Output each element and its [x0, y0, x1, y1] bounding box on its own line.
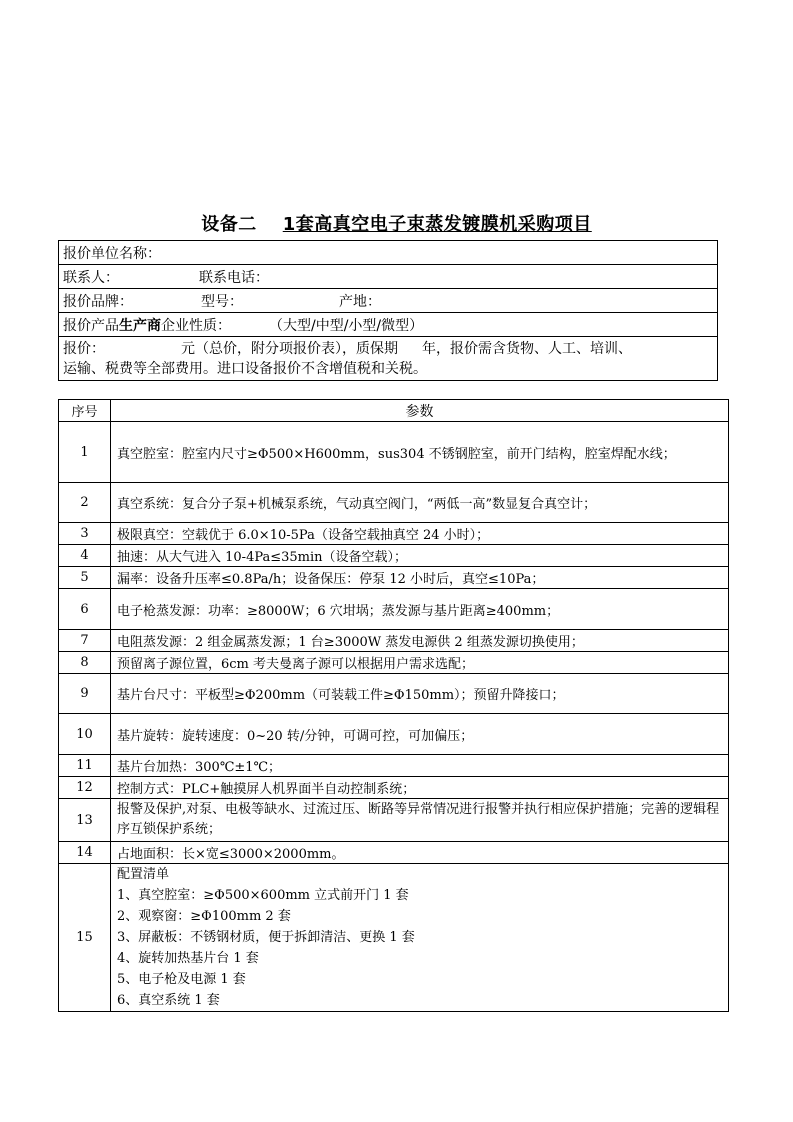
row-text: 电阻蒸发源：2 组金属蒸发源；1 台≥3000W 蒸发电源供 2 组蒸发源切换使用；: [111, 630, 729, 652]
row-number: 15: [59, 864, 111, 1012]
manufacturer-label: 生产商: [119, 317, 161, 334]
row-number: 1: [59, 422, 111, 483]
table-row: [59, 523, 729, 545]
total-price-note: 元（总价，附分项报价表），质保期: [181, 340, 398, 357]
table-row: [59, 714, 729, 755]
table-row: [59, 864, 729, 1012]
row-number: 2: [59, 483, 111, 523]
table-row: [59, 422, 729, 483]
enterprise-nature-label: 企业性质：: [161, 317, 231, 334]
enterprise-size-options: （大型/中型/小型/微型）: [269, 317, 424, 334]
config-list-title: 配置清单: [117, 867, 170, 882]
contact-person-label: 联系人：: [63, 269, 119, 286]
parameters-table: [58, 399, 729, 1012]
title-equipment-label: 设备二: [201, 214, 257, 235]
row-number: 9: [59, 674, 111, 714]
table-row: [59, 799, 729, 842]
row-text: 基片台尺寸：平板型≥Φ200mm（可装载工件≥Φ150mm）；预留升降接口；: [111, 674, 729, 714]
table-row: [59, 777, 729, 799]
table-row: [59, 674, 729, 714]
price-inclusion-note: 运输、税费等全部费用。进口设备报价不含增值税和关税。: [63, 360, 427, 377]
page-title: [0, 210, 793, 236]
table-row: [59, 545, 729, 567]
warranty-note: 年，报价需含货物、人工、培训、: [422, 340, 632, 357]
product-label: 报价产品: [63, 317, 119, 334]
table-row: [59, 589, 729, 630]
quote-unit-name-label: 报价单位名称：: [63, 245, 161, 262]
row-number: 4: [59, 545, 111, 567]
brand-row[interactable]: [59, 289, 718, 313]
list-item: 3、屏蔽板：不锈钢材质，便于拆卸清洁、更换 1 套: [117, 930, 415, 945]
row-number: 7: [59, 630, 111, 652]
header-parameters: 参数: [111, 400, 729, 422]
row-text: 抽速：从大气进入 10-4Pa≤35min（设备空载）；: [111, 545, 729, 567]
table-row: [59, 630, 729, 652]
row-text: 电子枪蒸发源：功率：≥8000W；6 穴坩埚；蒸发源与基片距离≥400mm；: [111, 589, 729, 630]
row-number: 12: [59, 777, 111, 799]
row-number: 10: [59, 714, 111, 755]
table-row: [59, 652, 729, 674]
row-text: 极限真空：空载优于 6.0×10-5Pa（设备空载抽真空 24 小时）；: [111, 523, 729, 545]
brand-label: 报价品牌：: [63, 293, 133, 310]
row-text: 基片旋转：旋转速度：0~20 转/分钟，可调可控，可加偏压；: [111, 714, 729, 755]
row-text: 基片台加热：300℃±1℃；: [111, 755, 729, 777]
list-item: 5、电子枪及电源 1 套: [117, 972, 246, 987]
row-number: 3: [59, 523, 111, 545]
row-number: 11: [59, 755, 111, 777]
quote-price-row[interactable]: [59, 337, 718, 381]
table-row: [59, 755, 729, 777]
quote-label: 报价：: [63, 340, 105, 357]
row-number: 13: [59, 799, 111, 842]
contact-row[interactable]: [59, 265, 718, 289]
table-header-row: [59, 400, 729, 422]
list-item: 1、真空腔室：≥Φ500×600mm 立式前开门 1 套: [117, 888, 409, 903]
header-serial-number: 序号: [59, 400, 111, 422]
row-text: 报警及保护,对泵、电极等缺水、过流过压、断路等异常情况进行报警并执行相应保护措施；完善的逻辑程序互锁保护系统；: [111, 799, 729, 842]
row-number: 14: [59, 842, 111, 864]
quote-info-table: [58, 240, 718, 381]
table-row: [59, 567, 729, 589]
list-item: 2、观察窗：≥Φ100mm 2 套: [117, 909, 291, 924]
row-text: 占地面积：长×宽≤3000×2000mm。: [111, 842, 729, 864]
table-row: [59, 842, 729, 864]
enterprise-row[interactable]: [59, 313, 718, 337]
row-text: 预留离子源位置，6cm 考夫曼离子源可以根据用户需求选配；: [111, 652, 729, 674]
row-text: 控制方式：PLC+触摸屏人机界面半自动控制系统；: [111, 777, 729, 799]
row-number: 5: [59, 567, 111, 589]
row-number: 6: [59, 589, 111, 630]
row-text: 真空腔室：腔室内尺寸≥Φ500×H600mm，sus304 不锈钢腔室，前开门结构，腔室焊配水线；: [111, 422, 729, 483]
contact-phone-label: 联系电话：: [199, 269, 269, 286]
row-number: 8: [59, 652, 111, 674]
table-row: [59, 483, 729, 523]
list-item: 6、真空系统 1 套: [117, 993, 220, 1008]
config-list: [111, 864, 729, 1012]
title-project-name: 1套高真空电子束蒸发镀膜机采购项目: [282, 214, 592, 235]
row-text: 真空系统：复合分子泵+机械泵系统，气动真空阀门，“两低一高”数显复合真空计；: [111, 483, 729, 523]
quote-unit-name-field[interactable]: [59, 241, 718, 265]
origin-label: 产地：: [339, 293, 381, 310]
row-text: 漏率：设备升压率≤0.8Pa/h；设备保压：停泵 12 小时后，真空≤10Pa；: [111, 567, 729, 589]
model-label: 型号：: [201, 293, 243, 310]
list-item: 4、旋转加热基片台 1 套: [117, 951, 259, 966]
